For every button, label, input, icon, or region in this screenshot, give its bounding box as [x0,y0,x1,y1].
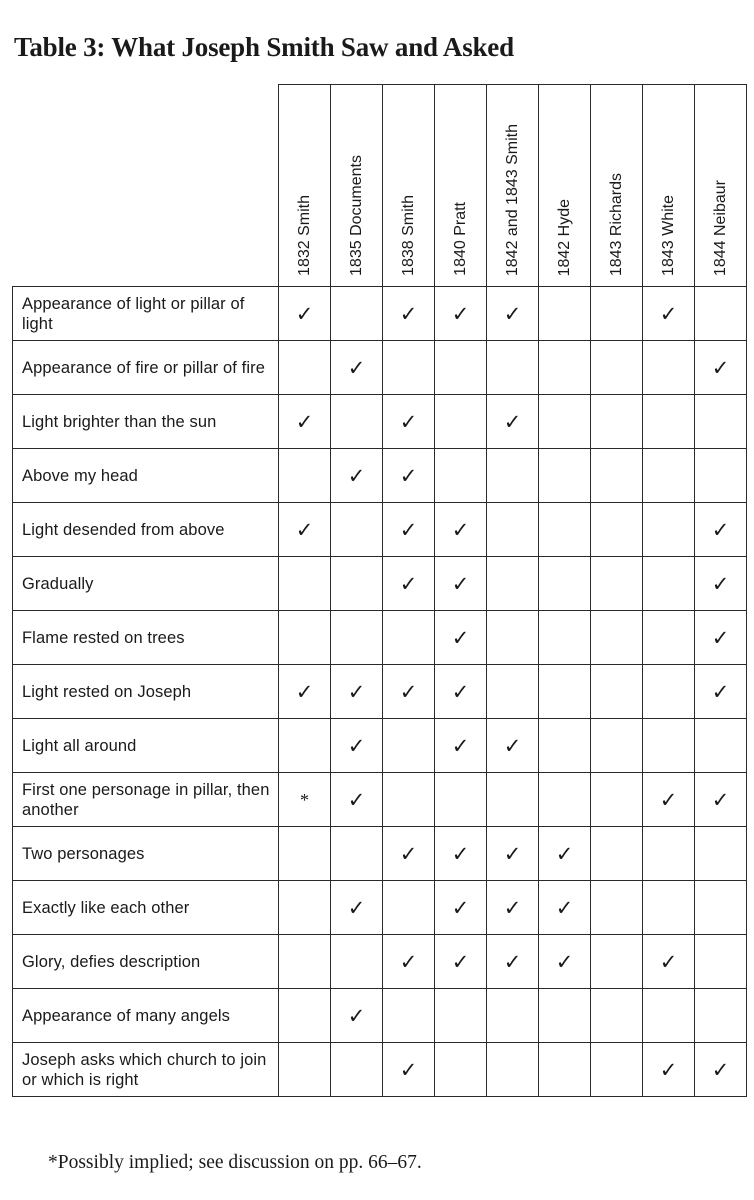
column-header-label: 1832 Smith [295,195,313,276]
empty-cell [695,881,747,935]
empty-cell [591,773,643,827]
empty-cell [383,341,435,395]
column-header [279,85,331,287]
empty-cell [591,341,643,395]
check-mark: ✓ [331,719,383,773]
check-mark: ✓ [643,287,695,341]
table-row [13,881,747,935]
empty-cell [279,935,331,989]
check-mark: ✓ [383,827,435,881]
comparison-table [12,84,747,1097]
empty-cell [539,449,591,503]
empty-cell [279,827,331,881]
check-mark: ✓ [383,665,435,719]
check-mark: ✓ [435,557,487,611]
check-mark: ✓ [695,341,747,395]
empty-cell [279,1043,331,1097]
empty-cell [435,1043,487,1097]
column-header-label: 1843 White [659,195,677,276]
check-mark: ✓ [539,827,591,881]
empty-cell [435,773,487,827]
row-label: Above my head [13,449,279,503]
check-mark: ✓ [331,341,383,395]
check-mark: ✓ [383,449,435,503]
empty-cell [643,341,695,395]
table-row [13,935,747,989]
check-mark: ✓ [279,287,331,341]
empty-cell [539,395,591,449]
check-mark: ✓ [643,1043,695,1097]
check-mark: ✓ [331,449,383,503]
empty-cell [695,449,747,503]
row-label: Appearance of fire or pillar of fire [13,341,279,395]
empty-cell [279,557,331,611]
check-mark: ✓ [643,935,695,989]
check-mark: ✓ [383,1043,435,1097]
check-mark: ✓ [279,665,331,719]
check-mark: ✓ [331,881,383,935]
asterisk-mark: * [279,773,331,827]
table-row [13,827,747,881]
check-mark: ✓ [539,935,591,989]
check-mark: ✓ [487,395,539,449]
empty-cell [383,611,435,665]
row-label: Joseph asks which church to join or which is right [13,1043,279,1097]
check-mark: ✓ [695,503,747,557]
check-mark: ✓ [383,935,435,989]
footnote: *Possibly implied; see discussion on pp. 66–67. [48,1152,422,1173]
check-mark: ✓ [331,989,383,1043]
column-header [591,85,643,287]
empty-cell [643,827,695,881]
empty-cell [279,719,331,773]
column-header-label: 1840 Pratt [451,202,469,276]
column-header-label: 1844 Neibaur [711,179,729,276]
table-row [13,1043,747,1097]
empty-cell [643,881,695,935]
check-mark: ✓ [487,287,539,341]
check-mark: ✓ [383,395,435,449]
check-mark: ✓ [695,665,747,719]
empty-cell [487,341,539,395]
table-row [13,287,747,341]
check-mark: ✓ [435,935,487,989]
table-row [13,773,747,827]
row-label: Appearance of many angels [13,989,279,1043]
check-mark: ✓ [695,611,747,665]
table-row [13,395,747,449]
empty-cell [487,611,539,665]
empty-cell [331,611,383,665]
row-label: Light brighter than the sun [13,395,279,449]
empty-cell [643,503,695,557]
check-mark: ✓ [695,773,747,827]
row-label: Light desended from above [13,503,279,557]
table-row [13,665,747,719]
empty-cell [331,287,383,341]
check-mark: ✓ [695,1043,747,1097]
table-title: Table 3: What Joseph Smith Saw and Asked [14,32,514,62]
column-header [487,85,539,287]
empty-cell [487,449,539,503]
empty-cell [643,989,695,1043]
column-header-label: 1835 Documents [347,155,365,276]
empty-cell [331,1043,383,1097]
empty-cell [331,557,383,611]
empty-cell [591,557,643,611]
table-row [13,503,747,557]
row-label: Exactly like each other [13,881,279,935]
empty-cell [487,557,539,611]
empty-cell [279,881,331,935]
check-mark: ✓ [435,503,487,557]
empty-cell [539,503,591,557]
empty-cell [591,611,643,665]
check-mark: ✓ [279,503,331,557]
column-header-label: 1842 and 1843 Smith [503,123,521,276]
empty-cell [591,449,643,503]
empty-cell [487,989,539,1043]
row-label: Flame rested on trees [13,611,279,665]
column-header-label: 1843 Richards [607,172,625,276]
check-mark: ✓ [383,287,435,341]
table-row [13,341,747,395]
table-row [13,557,747,611]
empty-cell [539,1043,591,1097]
row-label: Gradually [13,557,279,611]
empty-cell [591,827,643,881]
row-label: Light rested on Joseph [13,665,279,719]
table-row [13,611,747,665]
row-label: First one personage in pillar, then another [13,773,279,827]
check-mark: ✓ [487,935,539,989]
empty-cell [331,935,383,989]
empty-cell [331,827,383,881]
row-label: Light all around [13,719,279,773]
empty-cell [695,989,747,1043]
column-header [331,85,383,287]
empty-cell [643,611,695,665]
empty-cell [643,395,695,449]
check-mark: ✓ [539,881,591,935]
empty-cell [591,395,643,449]
column-header [435,85,487,287]
check-mark: ✓ [435,719,487,773]
empty-cell [643,665,695,719]
check-mark: ✓ [331,665,383,719]
empty-cell [695,287,747,341]
table-row [13,989,747,1043]
empty-cell [383,773,435,827]
empty-cell [591,935,643,989]
check-mark: ✓ [695,557,747,611]
column-header [539,85,591,287]
empty-cell [487,1043,539,1097]
empty-cell [279,611,331,665]
row-label: Glory, defies description [13,935,279,989]
table-row [13,449,747,503]
empty-cell [435,395,487,449]
empty-cell [539,557,591,611]
header-corner [13,85,279,287]
check-mark: ✓ [383,503,435,557]
empty-cell [643,449,695,503]
empty-cell [539,341,591,395]
empty-cell [643,719,695,773]
empty-cell [695,935,747,989]
empty-cell [279,989,331,1043]
check-mark: ✓ [383,557,435,611]
empty-cell [331,503,383,557]
check-mark: ✓ [435,611,487,665]
empty-cell [643,557,695,611]
empty-cell [331,395,383,449]
check-mark: ✓ [331,773,383,827]
empty-cell [487,773,539,827]
column-header [695,85,747,287]
check-mark: ✓ [487,827,539,881]
column-header-label: 1838 Smith [399,195,417,276]
column-header [643,85,695,287]
empty-cell [695,827,747,881]
column-header-row [13,85,747,287]
empty-cell [695,395,747,449]
empty-cell [539,611,591,665]
empty-cell [435,449,487,503]
table-row [13,719,747,773]
check-mark: ✓ [435,665,487,719]
empty-cell [591,989,643,1043]
check-mark: ✓ [435,881,487,935]
empty-cell [591,665,643,719]
empty-cell [435,989,487,1043]
check-mark: ✓ [487,719,539,773]
empty-cell [383,719,435,773]
column-header [383,85,435,287]
check-mark: ✓ [487,881,539,935]
row-label: Two personages [13,827,279,881]
empty-cell [539,773,591,827]
check-mark: ✓ [435,287,487,341]
empty-cell [383,989,435,1043]
check-mark: ✓ [643,773,695,827]
table-body [13,287,747,1097]
empty-cell [435,341,487,395]
empty-cell [591,881,643,935]
empty-cell [591,503,643,557]
check-mark: ✓ [279,395,331,449]
empty-cell [591,1043,643,1097]
check-mark: ✓ [435,827,487,881]
empty-cell [279,341,331,395]
empty-cell [487,665,539,719]
empty-cell [383,881,435,935]
empty-cell [539,287,591,341]
empty-cell [591,719,643,773]
column-header-label: 1842 Hyde [555,198,573,276]
empty-cell [279,449,331,503]
empty-cell [487,503,539,557]
empty-cell [591,287,643,341]
empty-cell [539,665,591,719]
row-label: Appearance of light or pillar of light [13,287,279,341]
empty-cell [539,719,591,773]
empty-cell [539,989,591,1043]
empty-cell [695,719,747,773]
